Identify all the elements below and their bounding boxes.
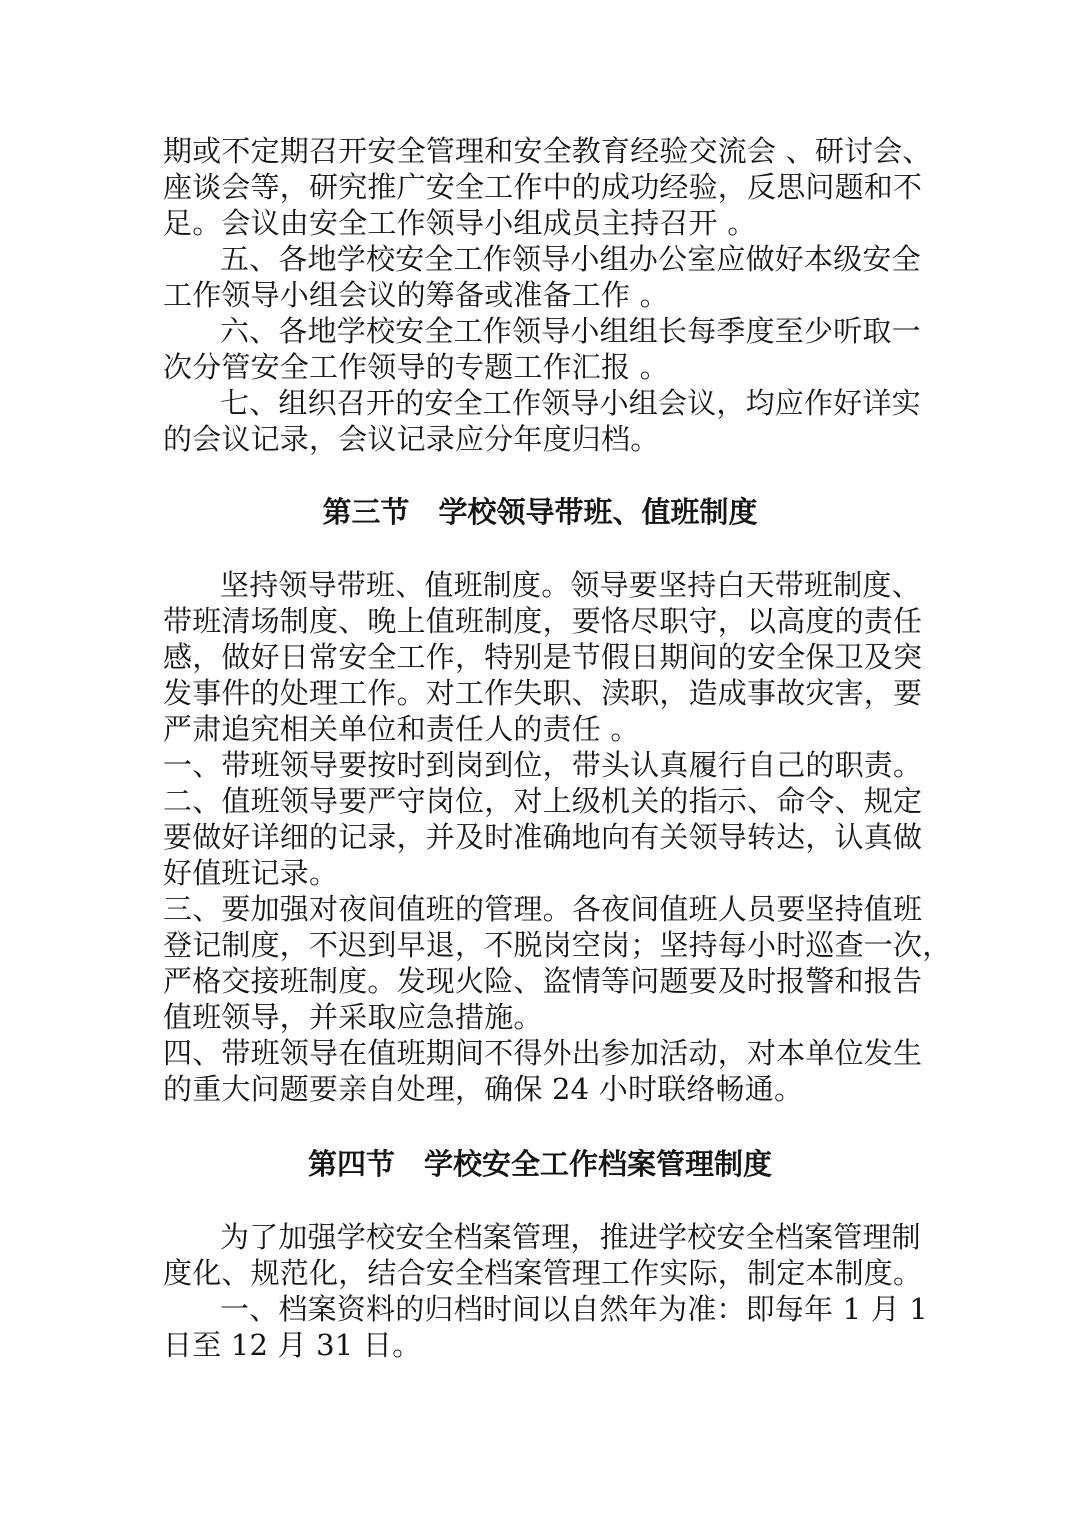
paragraph-line: 六、各地学校安全工作领导小组组长每季度至少听取一 xyxy=(220,314,921,348)
section-4-heading: 第四节 学校安全工作档案管理制度 xyxy=(307,1147,772,1181)
paragraph-line: 一、档案资料的归档时间以自然年为准：即每年 1 月 1 xyxy=(220,1292,928,1326)
paragraph-line: 好值班记录。 xyxy=(163,856,339,890)
paragraph-line: 座谈会等，研究推广安全工作中的成功经验，反思问题和不 xyxy=(163,170,923,204)
paragraph-line: 登记制度，不迟到早退，不脱岗空岗；坚持每小时巡查一次， xyxy=(163,928,952,962)
paragraph-line: 感，做好日常安全工作，特别是节假日期间的安全保卫及突 xyxy=(163,640,923,674)
paragraph-line: 五、各地学校安全工作领导小组办公室应做好本级安全 xyxy=(220,242,921,276)
section-3-heading: 第三节 学校领导带班、值班制度 xyxy=(322,495,758,529)
paragraph-line: 一、带班领导要按时到岗到位，带头认真履行自己的职责。 xyxy=(163,748,923,782)
paragraph-line: 三、要加强对夜间值班的管理。各夜间值班人员要坚持值班 xyxy=(163,892,923,926)
paragraph-line: 七、组织召开的安全工作领导小组会议，均应作好详实 xyxy=(220,386,921,420)
paragraph-line: 次分管安全工作领导的专题工作汇报 。 xyxy=(163,350,669,384)
paragraph-line: 发事件的处理工作。对工作失职、渎职，造成事故灾害，要 xyxy=(163,676,923,710)
paragraph-line: 坚持领导带班、值班制度。领导要坚持白天带班制度、 xyxy=(220,568,921,602)
paragraph-line: 带班清场制度、晚上值班制度，要恪尽职守，以高度的责任 xyxy=(163,604,923,638)
paragraph-line: 工作领导小组会议的筹备或准备工作 。 xyxy=(163,278,669,312)
paragraph-line: 要做好详细的记录，并及时准确地向有关领导转达，认真做 xyxy=(163,820,923,854)
paragraph-line: 的会议记录，会议记录应分年度归档。 xyxy=(163,422,660,456)
paragraph-line: 为了加强学校安全档案管理，推进学校安全档案管理制 xyxy=(220,1220,921,1254)
paragraph-line: 期或不定期召开安全管理和安全教育经验交流会 、研讨会、 xyxy=(163,134,932,168)
paragraph-line: 足。会议由安全工作领导小组成员主持召开 。 xyxy=(163,206,757,240)
paragraph-line: 度化、规范化，结合安全档案管理工作实际，制定本制度。 xyxy=(163,1256,923,1290)
paragraph-line: 二、值班领导要严守岗位，对上级机关的指示、命令、规定 xyxy=(163,784,923,818)
paragraph-line: 日至 12 月 31 日。 xyxy=(163,1328,422,1362)
paragraph-line: 的重大问题要亲自处理，确保 24 小时联络畅通。 xyxy=(163,1072,804,1106)
paragraph-line: 值班领导，并采取应急措施。 xyxy=(163,1000,543,1034)
paragraph-line: 四、带班领导在值班期间不得外出参加活动，对本单位发生 xyxy=(163,1036,923,1070)
paragraph-line: 严格交接班制度。发现火险、盗情等问题要及时报警和报告 xyxy=(163,964,923,998)
paragraph-line: 严肃追究相关单位和责任人的责任 。 xyxy=(163,712,640,746)
